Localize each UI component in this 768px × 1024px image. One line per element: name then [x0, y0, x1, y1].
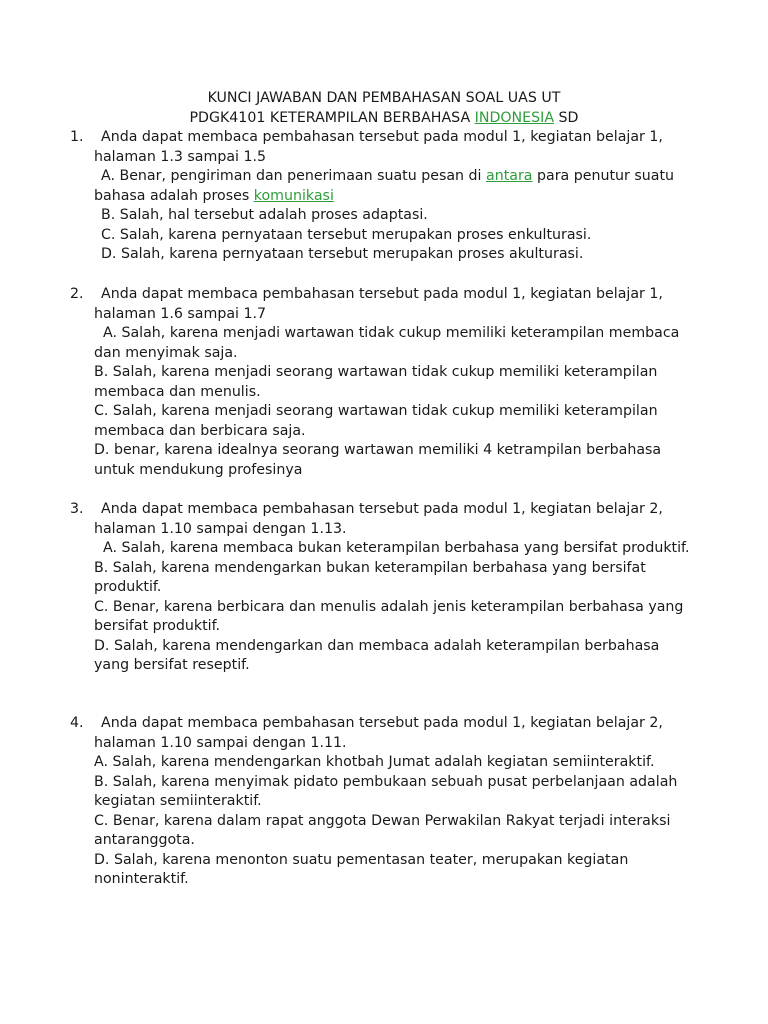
indonesia-link[interactable]: INDONESIA — [474, 109, 555, 126]
question-lead: Anda dapat membaca pembahasan tersebut pada modul 1, kegiatan belajar 2, halaman 1.10 sampai dengan 1.11. — [94, 715, 663, 751]
question-number: 1. — [70, 129, 84, 145]
question-number: 2. — [70, 286, 84, 302]
option-b: B. Salah, karena menjadi seorang wartawan tidak cukup memiliki keterampilan membaca dan menulis. — [94, 364, 658, 400]
option-d: D. Salah, karena mendengarkan dan membaca adalah keterampilan berbahasa yang bersifat reseptif. — [94, 637, 660, 673]
option-d: D. Salah, karena pernyataan tersebut merupakan proses akulturasi. — [101, 246, 584, 262]
option-c: C. Benar, karena berbicara dan menulis adalah jenis keterampilan berbahasa yang bersifat produktif. — [94, 598, 684, 634]
option-a: A. Salah, karena mendengarkan khotbah Jumat adalah kegiatan semiinteraktif. — [94, 754, 655, 770]
question-1 — [70, 128, 690, 265]
question-2 — [70, 285, 690, 480]
question-4 — [70, 714, 690, 890]
question-number: 4. — [70, 715, 84, 731]
title-suffix: SD — [554, 109, 579, 126]
antara-link[interactable]: antara — [486, 168, 533, 184]
question-number: 3. — [70, 501, 84, 517]
option-a-text-start: A. Benar, pengiriman dan penerimaan suatu pesan di — [101, 168, 487, 184]
option-a-text-middle: para penutur suatu bahasa adalah proses — [94, 168, 674, 204]
option-c: C. Salah, karena menjadi seorang wartawan tidak cukup memiliki keterampilan membaca dan berbicara saja. — [94, 403, 658, 439]
document-title-line2 — [0, 109, 768, 129]
option-b: B. Salah, karena mendengarkan bukan keterampilan berbahasa yang bersifat produktif. — [94, 559, 646, 595]
option-a — [94, 167, 690, 206]
option-d: D. Salah, karena menonton suatu pementasan teater, merupakan kegiatan noninteraktif. — [94, 851, 629, 887]
title-course-code: PDGK4101 KETERAMPILAN BERBAHASA — [189, 109, 475, 126]
option-a: A. Salah, karena membaca bukan keterampilan berbahasa yang bersifat produktif. — [103, 540, 690, 556]
option-c: C. Salah, karena pernyataan tersebut merupakan proses enkulturasi. — [101, 226, 592, 243]
question-lead: Anda dapat membaca pembahasan tersebut pada modul 1, kegiatan belajar 1, halaman 1.3 sampai 1.5 — [94, 129, 663, 165]
option-c: C. Benar, karena dalam rapat anggota Dewan Perwakilan Rakyat terjadi interaksi antaranggota. — [94, 812, 671, 848]
question-lead: Anda dapat membaca pembahasan tersebut pada modul 1, kegiatan belajar 1, halaman 1.6 sampai 1.7 — [94, 286, 663, 322]
option-a: A. Salah, karena menjadi wartawan tidak cukup memiliki keterampilan membaca dan menyimak saja. — [94, 325, 680, 361]
question-3 — [70, 500, 690, 676]
option-b: B. Salah, hal tersebut adalah proses adaptasi. — [101, 207, 428, 223]
option-d: D. benar, karena idealnya seorang wartawan memiliki 4 ketrampilan berbahasa untuk mendukung profesinya — [94, 442, 662, 478]
question-lead: Anda dapat membaca pembahasan tersebut pada modul 1, kegiatan belajar 2, halaman 1.10 sampai dengan 1.13. — [94, 501, 663, 537]
document-title-line1: KUNCI JAWABAN DAN PEMBAHASAN SOAL UAS UT — [207, 90, 561, 106]
komunikasi-link[interactable]: komunikasi — [253, 187, 334, 204]
option-b: B. Salah, karena menyimak pidato pembukaan sebuah pusat perbelanjaan adalah kegiatan semiinteraktif. — [94, 773, 678, 809]
